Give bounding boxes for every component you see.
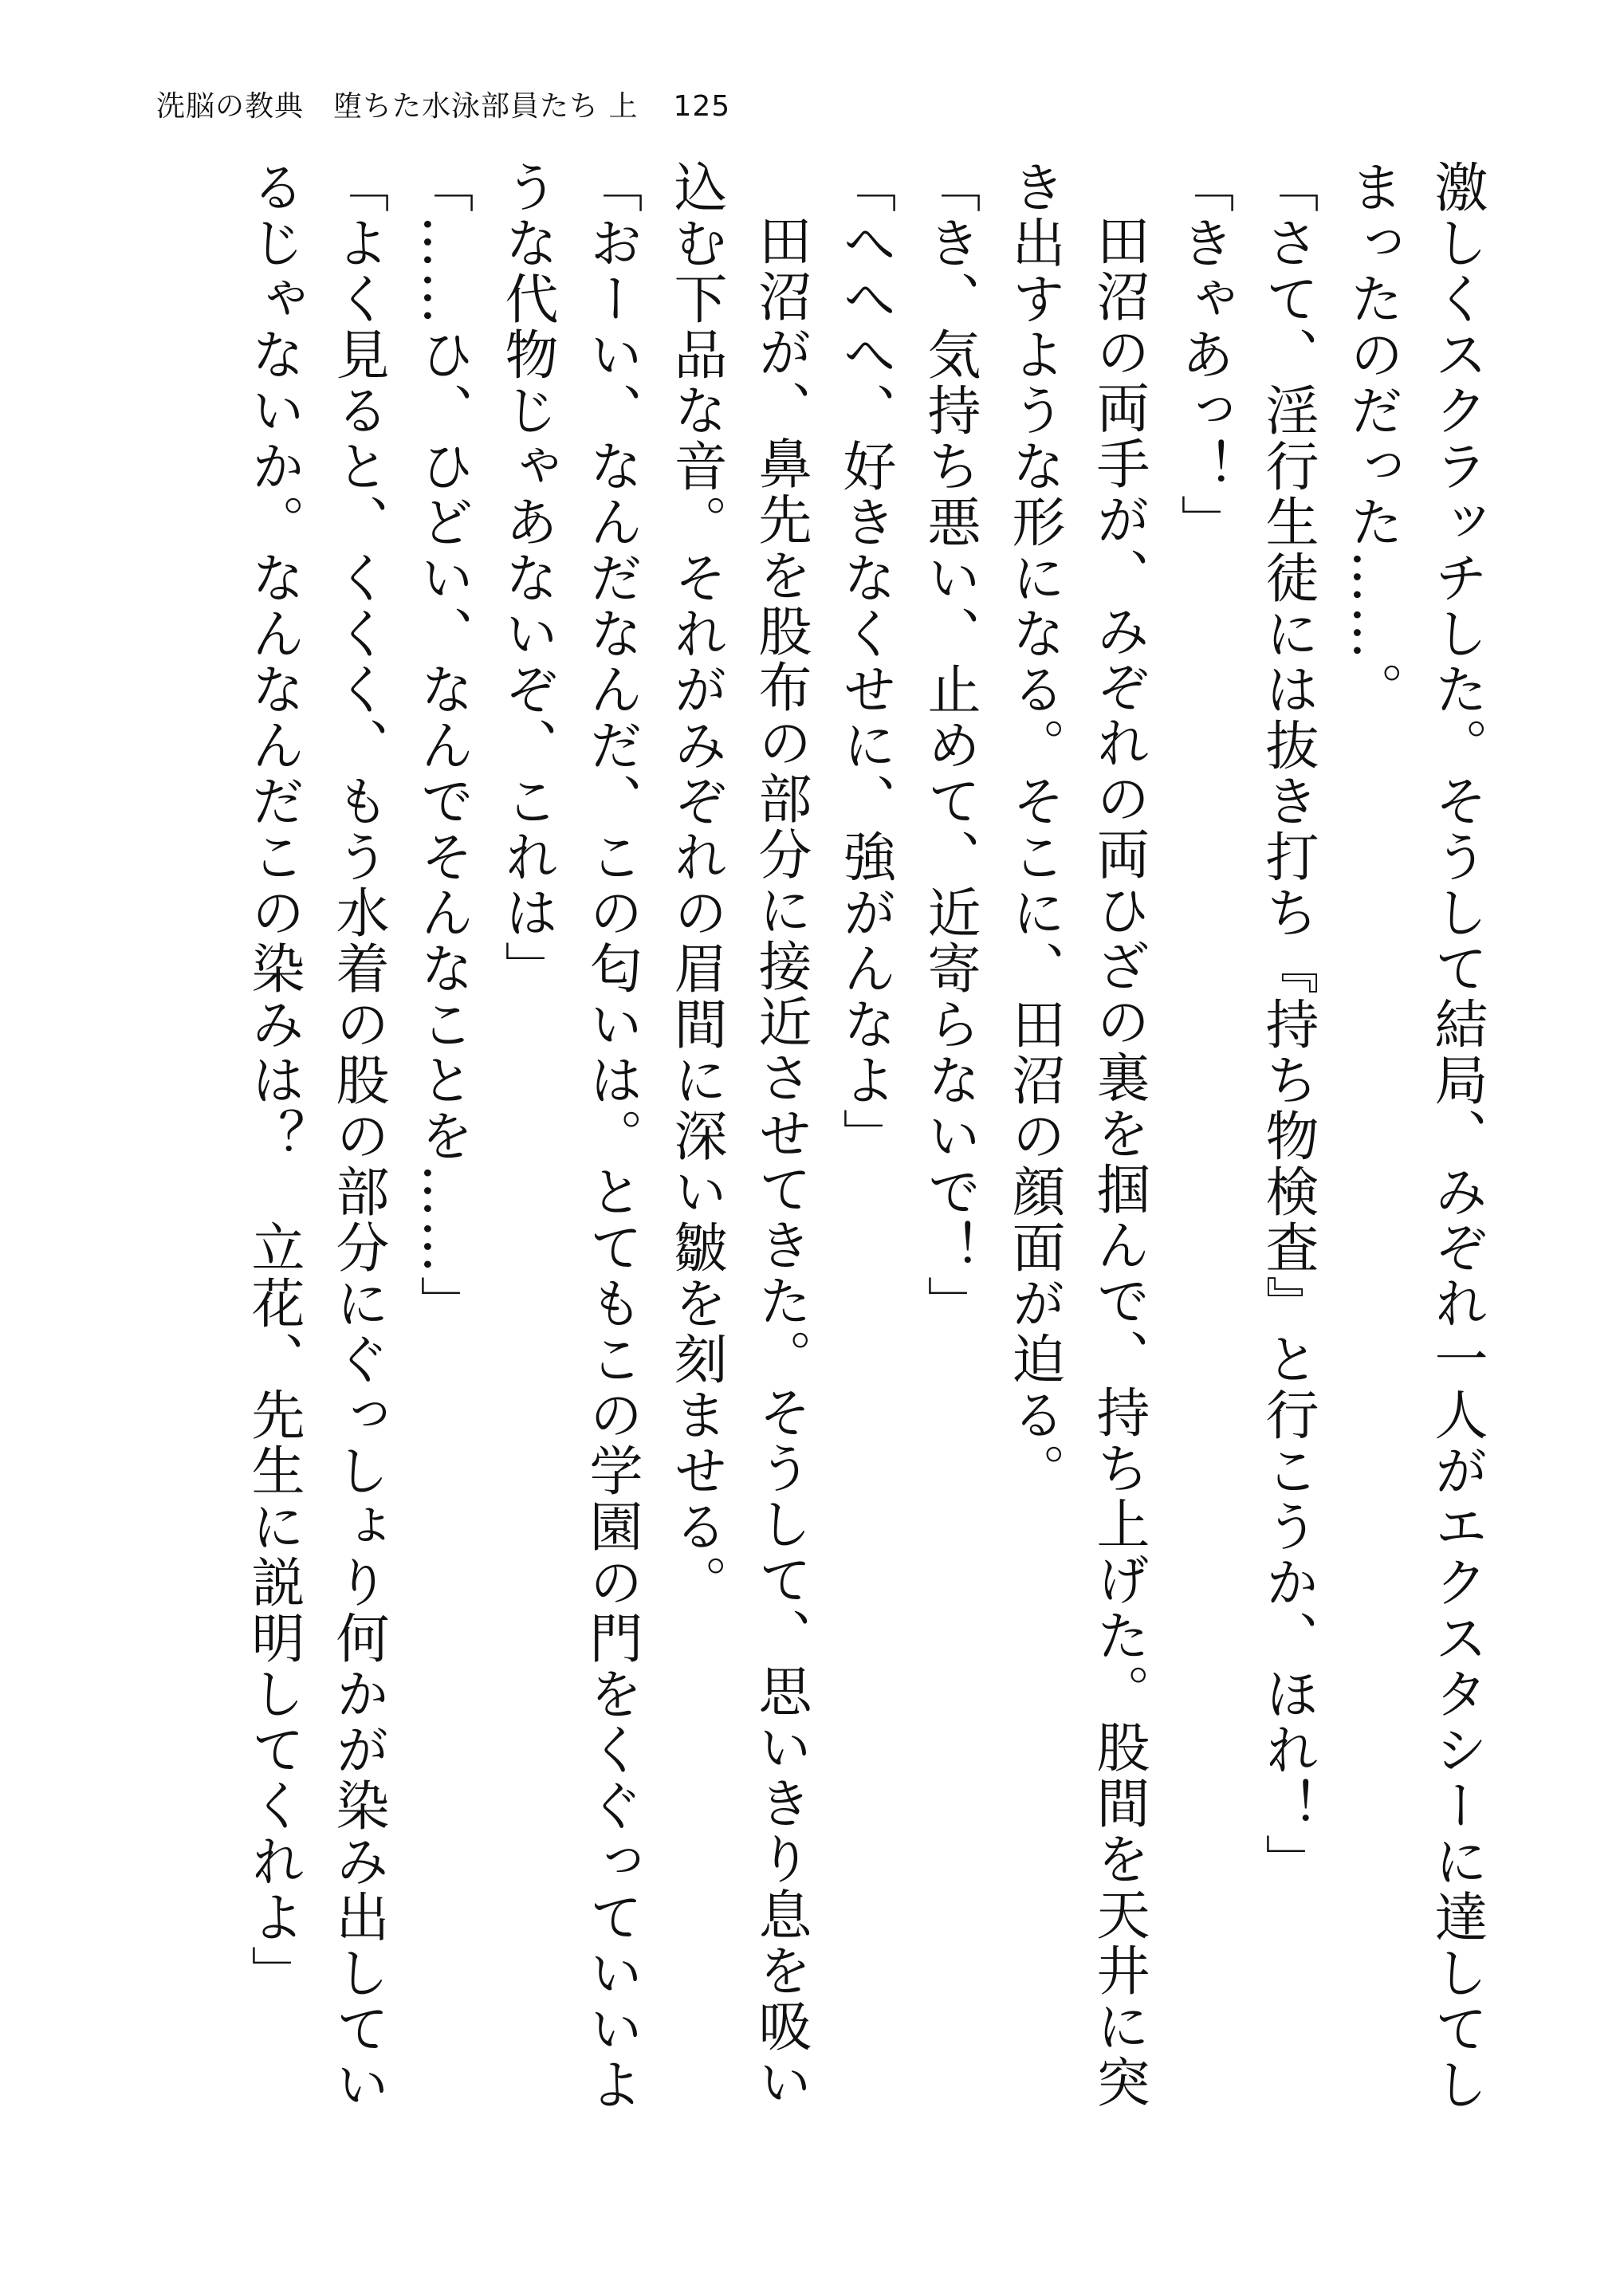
dialogue-line: 「き、気持ち悪い、止めて、近寄らないで！」 [919, 159, 981, 1331]
novel-body-text [96, 159, 1500, 2113]
dialogue-line: 「おーい、なんだなんだ、この匂いは。とてもこの学園の門をくぐっていいような代物じゃあないぞ、これは」 [497, 159, 643, 2113]
dialogue-line: 「さて、淫行生徒には抜き打ち『持ち物検査』と行こうか、ほれ！」 [1257, 159, 1319, 1889]
dialogue-line: 「きゃあっ！」 [1173, 159, 1235, 550]
running-header [156, 89, 730, 124]
page-number: 125 [673, 90, 731, 123]
dialogue-line: 「よく見ると、くくく、もう水着の股の部分にぐっしょり何かが染み出しているじゃないか。なんなんだこの染みは？ 立花、先生に説明してくれよ」 [243, 159, 390, 2113]
dialogue-line: 「……ひ、ひどい、なんでそんなことを……」 [412, 159, 474, 1331]
dialogue-line: 「へへへ、好きなくせに、強がんなよ」 [835, 159, 897, 1164]
book-title: 洗脳の教典 堕ちた水泳部員たち 上 [156, 90, 639, 123]
paragraph: 田沼が、鼻先を股布の部分に接近させてきた。そうして、思いきり息を吸い込む下品な音。それがみぞれの眉間に深い皺を刻ませる。 [666, 159, 812, 2110]
paragraph: 田沼の両手が、みぞれの両ひざの裏を掴んで、持ち上げた。股間を天井に突き出すような形になる。そこに、田沼の顔面が迫る。 [1004, 159, 1150, 2110]
paragraph: 激しくスクラッチした。そうして結局、みぞれ一人がエクスタシーに達してしまったのだった……。 [1342, 159, 1488, 2113]
